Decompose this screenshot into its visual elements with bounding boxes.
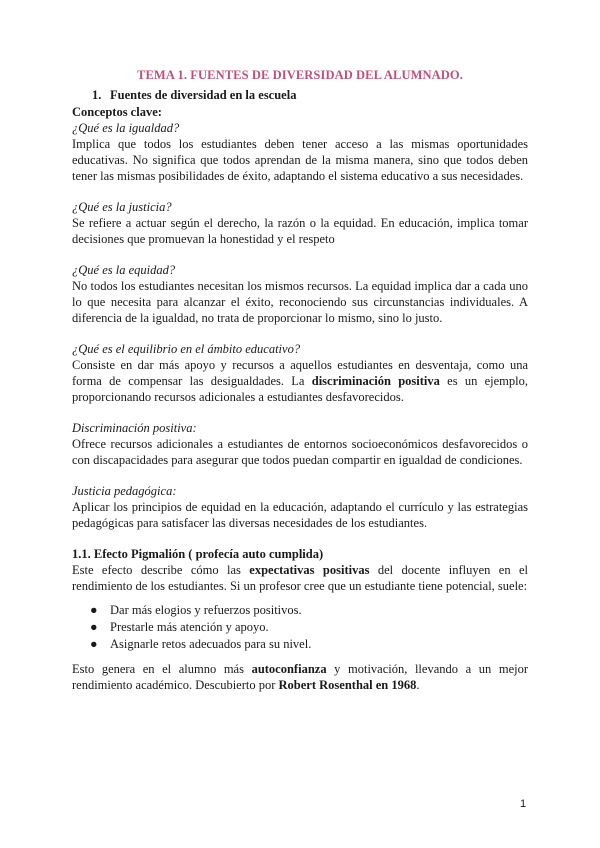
subsection-outro-bold2: Robert Rosenthal en 1968 (278, 678, 417, 692)
paragraph-balance-text-b: es un ejemplo, proporcionando recursos adicionales a estudiantes desfavorecidos. (72, 374, 528, 404)
list-item-text: Prestarle más atención y apoyo. (110, 620, 269, 634)
document-title: TEMA 1. FUENTES DE DIVERSIDAD DEL ALUMNADO. (137, 68, 463, 82)
paragraph-pedagogical-justice: Aplicar los principios de equidad en la educación, adaptando el currículo y las estrategias pedagógicas para satisfacer las diversas necesidades de los estudiantes. (72, 500, 528, 530)
question-balance: ¿Qué es el equilibrio en el ámbito educativo? (72, 342, 301, 356)
list-item-text: Dar más elogios y refuerzos positivos. (110, 603, 302, 617)
subsection-outro-b: y motivación, llevando a un mejor rendimiento académico. Descubierto por (72, 662, 529, 692)
question-equity: ¿Qué es la equidad? (72, 263, 176, 277)
subsection-outro-c: . (416, 678, 420, 692)
section-label: Fuentes de diversidad en la escuela (110, 88, 297, 102)
subsection-intro-b: del docente influyen en el rendimiento de los estudiantes. Si un profesor cree que un estudiante tiene potencial, suele: (72, 563, 528, 593)
list-item-text: Asignarle retos adecuados para su nivel. (110, 637, 312, 651)
subsection-outro-bold1: autoconfianza (251, 662, 327, 676)
bullet-icon: ● (90, 637, 98, 651)
list-item (72, 602, 528, 619)
paragraph-balance-bold: discriminación positiva (311, 374, 440, 388)
bullet-icon: ● (90, 620, 98, 634)
page-number: 1 (520, 798, 527, 810)
list-item (72, 619, 528, 636)
document-page (72, 68, 528, 693)
subsection-outro (72, 661, 528, 693)
paragraph-balance (72, 357, 528, 405)
paragraph-balance-text-a: Consiste en dar más apoyo y recursos a aquellos estudiantes en desventaja, como una forma de compensar las desigualdades. La (72, 358, 528, 388)
bullet-icon: ● (90, 603, 98, 617)
key-concepts-label: Conceptos clave: (72, 105, 162, 119)
heading-positive-discrimination: Discriminación positiva: (72, 421, 197, 435)
list-item (72, 636, 528, 653)
heading-pedagogical-justice: Justicia pedagógica: (72, 484, 177, 498)
paragraph-justice: Se refiere a actuar según el derecho, la razón o la equidad. En educación, implica tomar decisiones que promuevan la honestidad y el respeto (72, 216, 528, 246)
paragraph-positive-discrimination: Ofrece recursos adicionales a estudiantes de entornos socioeconómicos desfavorecidos o con discapacidades para asegurar que todos puedan compartir en igualdad de condiciones. (72, 437, 528, 467)
subsection-outro-a: Esto genera en el alumno más (72, 662, 252, 676)
subsection-heading: 1.1. Efecto Pigmalión ( profecía auto cumplida) (72, 547, 324, 561)
section-number: 1. (92, 88, 102, 102)
subsection-intro-a: Este efecto describe cómo las (72, 563, 250, 577)
paragraph-equality: Implica que todos los estudiantes deben tener acceso a las mismas oportunidades educativas. No significa que todos aprendan de la misma manera, sino que todos deben tener las mismas posibilidades de éxito, adaptando el sistema educativo a sus necesidades. (72, 137, 528, 183)
section-heading (92, 88, 528, 103)
question-justice: ¿Qué es la justicia? (72, 200, 172, 214)
subsection-intro (72, 562, 528, 594)
paragraph-equity: No todos los estudiantes necesitan los mismos recursos. La equidad implica dar a cada uno lo que necesita para alcanzar el éxito, reconociendo sus circunstancias individuales. A diferencia de la igualdad, no trata de proporcionar lo mismo, sino lo justo. (72, 279, 528, 325)
question-equality: ¿Qué es la igualdad? (72, 121, 180, 135)
bullet-list (72, 602, 528, 653)
subsection-intro-bold: expectativas positivas (249, 563, 370, 577)
